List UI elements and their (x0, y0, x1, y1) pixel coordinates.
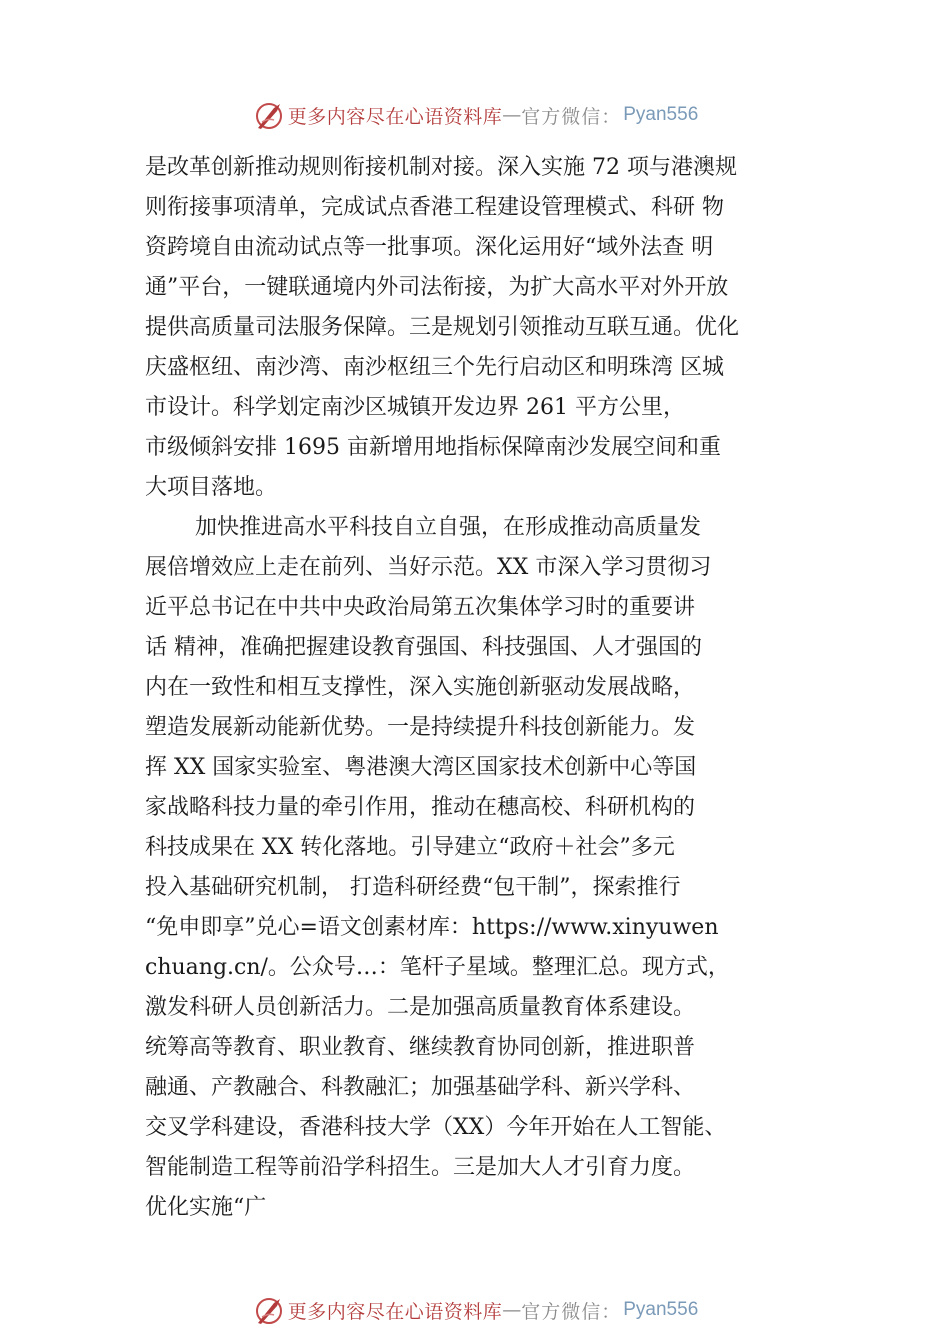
body-line: 近平总书记在中共中央政治局第五次集体学习时的重要讲 (145, 595, 696, 620)
body-line: 市设计。科学划定南沙区城镇开发边界 261 平方公里， (145, 395, 685, 420)
footer-wechat-label: 官方微信： (521, 1300, 622, 1323)
body-line: 内在一致性和相互支撑性，深入实施创新驱动发展战略， (145, 675, 696, 700)
footer-brand-text: 更多内容尽在心语资料库 (287, 1300, 503, 1323)
footer-banner (0, 1290, 950, 1330)
body-line: 话 精神，准确把握建设教育强国、科技强国、人才强国的 (145, 635, 702, 660)
body-line: 庆盛枢纽、南沙湾、南沙枢纽三个先行启动区和明珠湾 区城 (145, 355, 724, 380)
article-body (145, 148, 845, 1228)
body-line: 优化实施“广 (145, 1195, 267, 1220)
pen-nib-logo-icon (252, 98, 286, 132)
body-line: 是改革创新推动规则衔接机制对接。深入实施 72 项与港澳规 (145, 155, 737, 180)
body-line: 市级倾斜安排 1695 亩新增用地指标保障南沙发展空间和重 (145, 435, 721, 460)
body-line: 提供高质量司法服务保障。三是规划引领推动互联互通。优化 (145, 315, 740, 340)
paragraph-first-line: 加快推进高水平科技自立自强，在形成推动高质量发 (195, 515, 702, 540)
footer-separator: — (502, 1299, 522, 1321)
header-separator: — (502, 104, 522, 126)
body-line: 展倍增效应上走在前列、当好示范。XX 市深入学习贯彻习 (145, 555, 712, 580)
body-line: 塑造发展新动能新优势。一是持续提升科技创新能力。发 (145, 715, 696, 740)
body-line: 交叉学科建设，香港科技大学（XX）今年开始在人工智能、 (145, 1115, 727, 1140)
body-line: 资跨境自由流动试点等一批事项。深化运用好“域外法查 明 (145, 235, 714, 260)
body-line: 智能制造工程等前沿学科招生。三是加大人才引育力度。 (145, 1155, 696, 1180)
header-banner (0, 95, 950, 135)
body-line: “免申即享”兑心=语文创素材库：https://www.xinyuwen (145, 915, 719, 940)
body-line: 科技成果在 XX 转化落地。引导建立“政府＋社会”多元 (145, 835, 675, 860)
body-line: 统筹高等教育、职业教育、继续教育协同创新，推进职普 (145, 1035, 696, 1060)
header-brand-text: 更多内容尽在心语资料库 (287, 105, 503, 128)
body-line: chuang.cn/。公众号…：笔杆子星域。整理汇总。现方式， (145, 955, 730, 980)
body-line: 则衔接事项清单，完成试点香港工程建设管理模式、科研 物 (145, 195, 724, 220)
body-line: 大项目落地。 (145, 475, 278, 500)
footer-wechat-id: Pyan556 (623, 1299, 699, 1320)
header-wechat-id: Pyan556 (623, 104, 699, 125)
body-line: 家战略科技力量的牵引作用，推动在穗高校、科研机构的 (145, 795, 696, 820)
body-line: 挥 XX 国家实验室、粤港澳大湾区国家技术创新中心等国 (145, 755, 697, 780)
body-line: 激发科研人员创新活力。二是加强高质量教育体系建设。 (145, 995, 696, 1020)
body-line: 通”平台，一键联通境内外司法衔接，为扩大高水平对外开放 (145, 275, 729, 300)
body-line: 投入基础研究机制， 打造科研经费“包干制”，探索推行 (145, 875, 681, 900)
pen-nib-logo-icon (252, 1293, 286, 1327)
body-line: 融通、产教融合、科教融汇；加强基础学科、新兴学科、 (145, 1075, 696, 1100)
header-wechat-label: 官方微信： (521, 105, 622, 128)
